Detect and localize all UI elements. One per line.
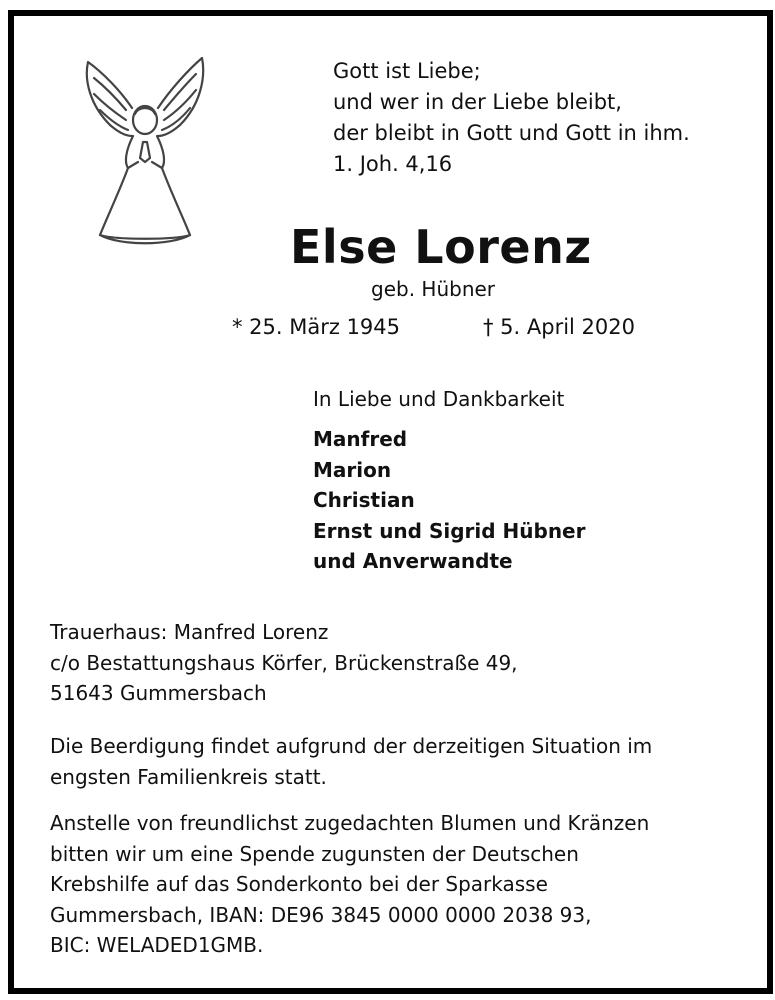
funeral-note [50,731,652,792]
verse-line: und wer in der Liebe bleibt, [333,90,622,114]
note-line: Krebshilfe auf das Sonderkonto bei der Sparkasse [50,872,548,896]
bible-verse [333,56,690,180]
verse-reference: 1. Joh. 4,16 [333,152,453,176]
mourner-name: Manfred [313,427,408,451]
mourners-list [313,424,585,577]
verse-line: Gott ist Liebe; [333,59,481,83]
note-line: Gummersbach, IBAN: DE96 3845 0000 0000 2038 93, [50,902,592,927]
address-line: 51643 Gummersbach [50,681,267,705]
praying-angel-icon [80,50,210,250]
mourners-intro: In Liebe und Dankbarkeit [313,387,565,411]
note-line: bitten wir um eine Spende zugunsten der Deutschen [50,841,579,866]
maiden-name: geb. Hübner [371,277,496,301]
address-line: c/o Bestattungshaus Körfer, Brückenstraße 49, [50,650,518,675]
mourner-name: Marion [313,457,392,482]
note-line: BIC: WELADED1GMB. [50,933,264,957]
note-line: engsten Familienkreis statt. [50,764,327,789]
mourner-name: und Anverwandte [313,549,513,573]
donation-note [50,808,649,961]
verse-line: der bleibt in Gott und Gott in ihm. [333,121,690,145]
note-line: Anstelle von freundlichst zugedachten Blumen und Kränzen [50,811,650,835]
death-date: † 5. April 2020 [483,315,636,339]
mourning-house-address [50,617,518,709]
birth-date: * 25. März 1945 [232,315,401,339]
mourner-name: Christian [313,488,415,512]
address-line: Trauerhaus: Manfred Lorenz [50,620,329,644]
note-line: Die Beerdigung findet aufgrund der derzeitigen Situation im [50,734,653,758]
deceased-name: Else Lorenz [290,220,592,274]
mourner-name: Ernst und Sigrid Hübner [313,518,586,543]
